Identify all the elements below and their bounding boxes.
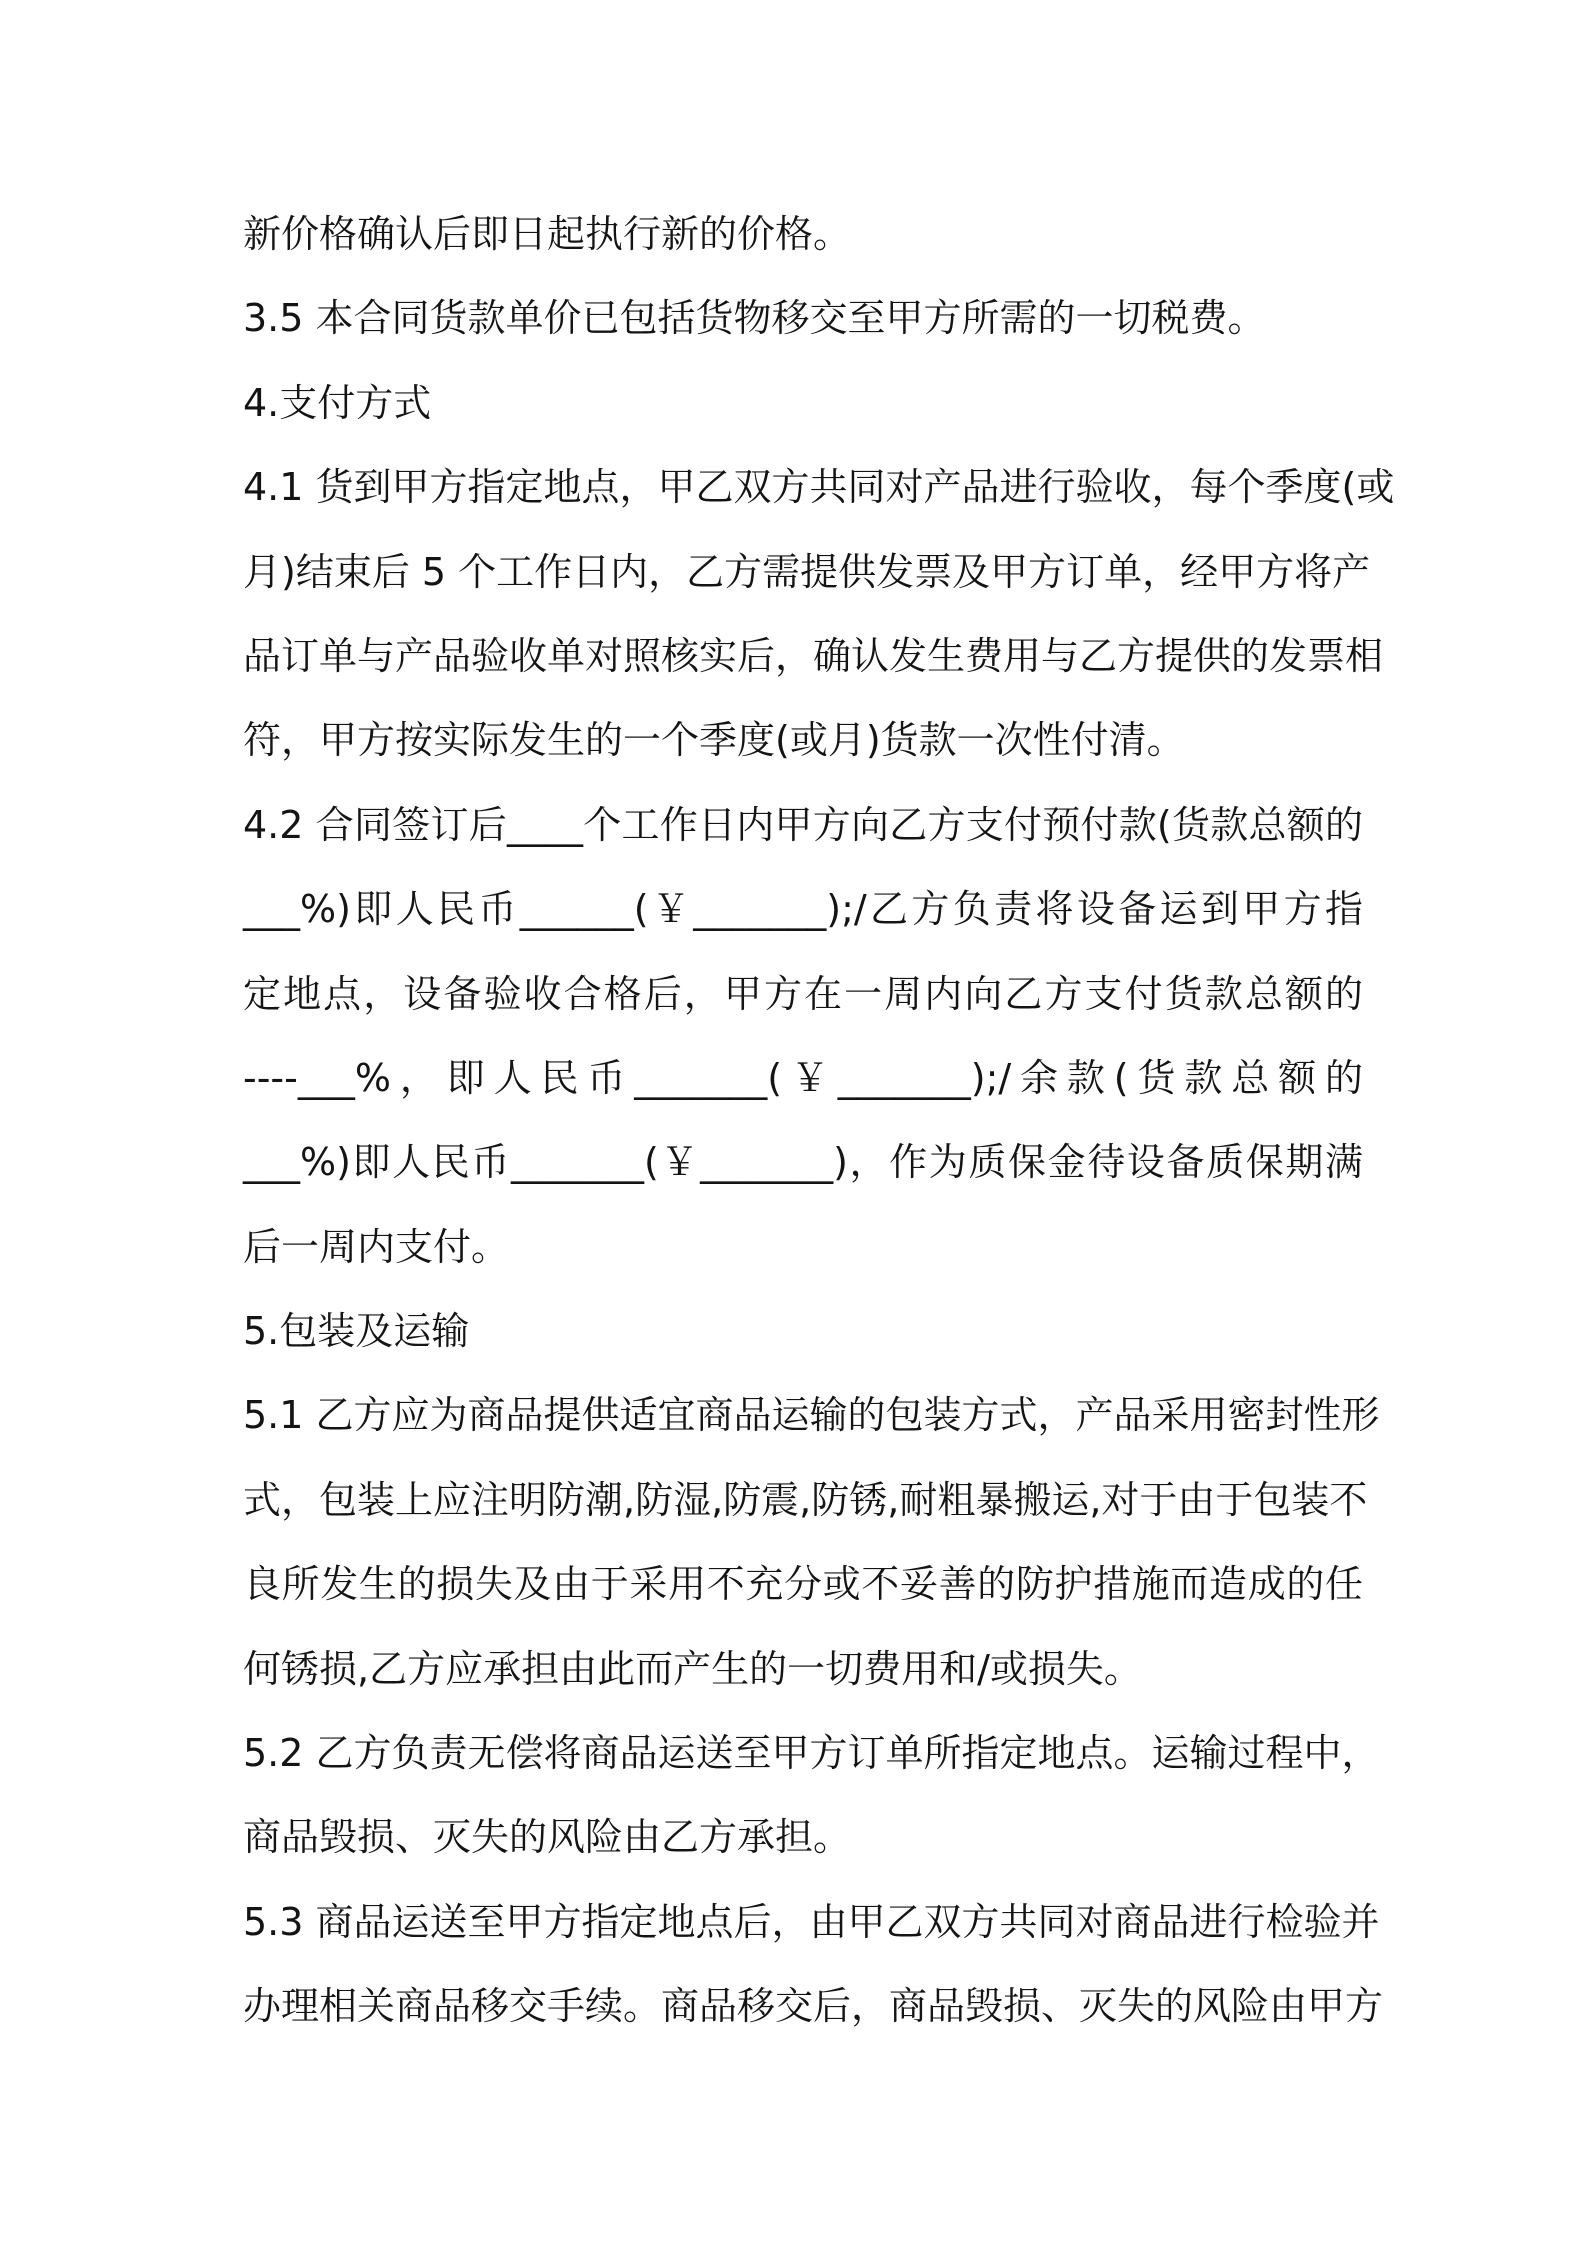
text-line: ___%)即人民币_______(￥_______)，作为质保金待设备质保期满	[243, 1140, 1363, 1185]
text-line: 符，甲方按实际发生的一个季度(或月)货款一次性付清。	[243, 718, 1185, 763]
text-line: 5.1 乙方应为商品提供适宜商品运输的包装方式，产品采用密封性形	[243, 1393, 1380, 1438]
contract-text-body	[243, 192, 1395, 2049]
text-line: 办理相关商品移交手续。商品移交后，商品毁损、灭失的风险由甲方	[243, 1984, 1384, 2029]
text-line: 何锈损,乙方应承担由此而产生的一切费用和/或损失。	[243, 1646, 1142, 1691]
section-heading: 4.支付方式	[243, 380, 432, 425]
text-line: 良所发生的损失及由于采用不充分或不妥善的防护措施而造成的任	[243, 1562, 1363, 1607]
section-heading: 5.包装及运输	[243, 1309, 470, 1354]
text-line: 定地点，设备验收合格后，甲方在一周内向乙方支付货款总额的	[243, 971, 1363, 1016]
text-line: ----___%，即人民币_______(￥_______);/余款(货款总额的	[243, 1055, 1363, 1100]
text-line: 式，包装上应注明防潮,防湿,防震,防锈,耐粗暴搬运,对于由于包装不	[243, 1477, 1368, 1522]
text-line: 后一周内支付。	[243, 1224, 510, 1269]
text-line: 5.3 商品运送至甲方指定地点后，由甲乙双方共同对商品进行检验并	[243, 1899, 1380, 1944]
text-line: 月)结束后 5 个工作日内，乙方需提供发票及甲方订单，经甲方将产	[243, 549, 1371, 594]
text-line: 5.2 乙方负责无偿将商品运送至甲方订单所指定地点。运输过程中，	[243, 1731, 1380, 1776]
text-line: 新价格确认后即日起执行新的价格。	[243, 212, 852, 256]
text-line: 4.1 货到甲方指定地点，甲乙双方共同对产品进行验收，每个季度(或	[243, 465, 1395, 510]
text-line: 4.2 合同签订后____个工作日内甲方向乙方支付预付款(货款总额的	[243, 802, 1363, 847]
text-line: 3.5 本合同货款单价已包括货物移交至甲方所需的一切税费。	[243, 296, 1266, 341]
text-line: 商品毁损、灭失的风险由乙方承担。	[243, 1815, 852, 1860]
text-line: ___%)即人民币______(￥_______);/乙方负责将设备运到甲方指	[243, 887, 1363, 932]
text-line: 品订单与产品验收单对照核实后，确认发生费用与乙方提供的发票相	[243, 633, 1384, 678]
